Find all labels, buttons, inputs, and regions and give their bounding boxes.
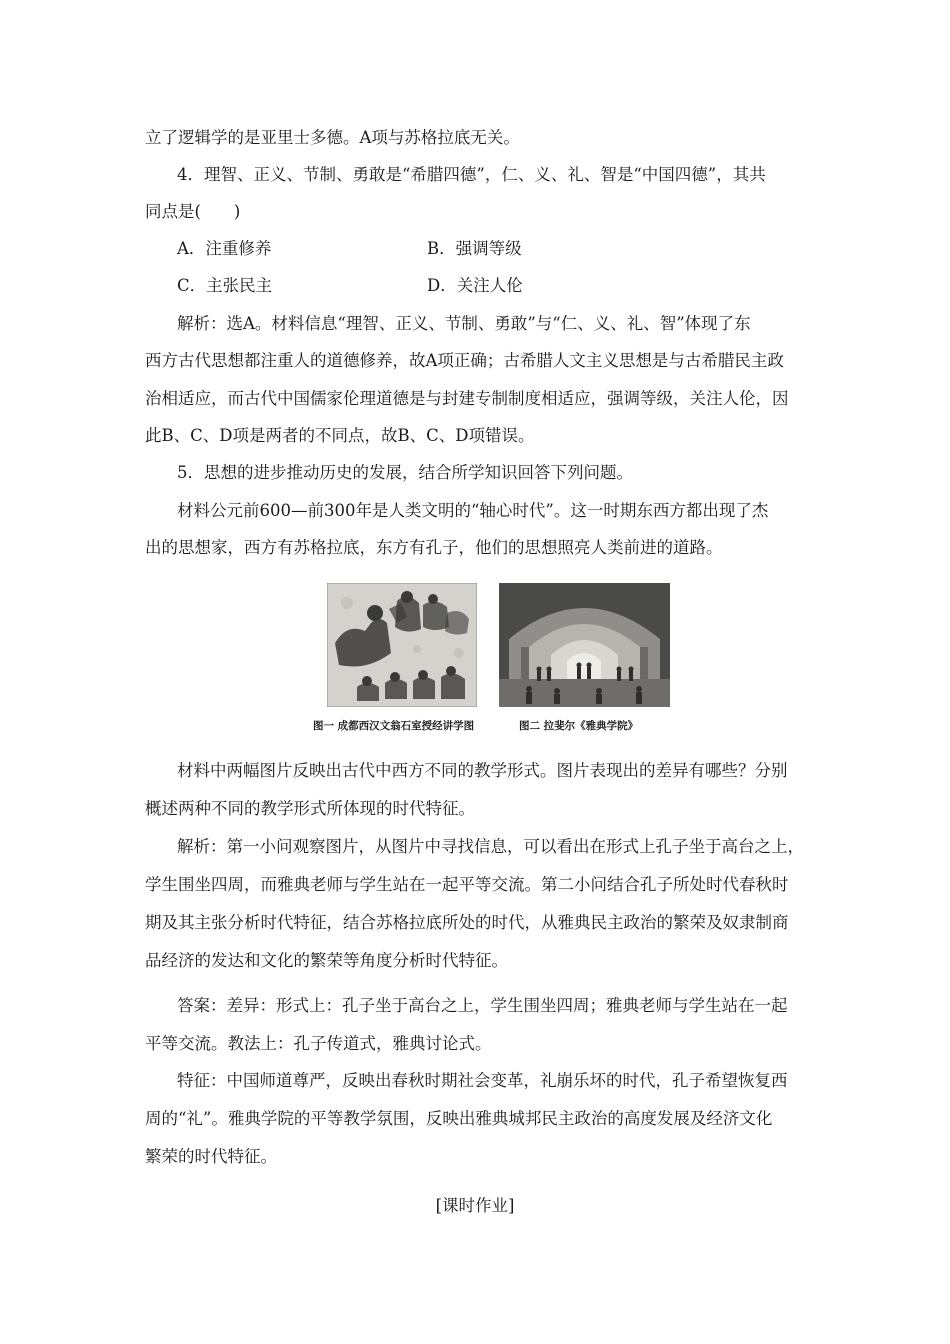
question-text-cont: 概述两种不同的教学形式所体现的时代特征。 bbox=[145, 799, 475, 818]
question-4-stem: 4．理智、正义、节制、勇敢是“希腊四德”，仁、义、礼、智是“中国四德”，其共 bbox=[177, 165, 766, 184]
option-b: B．强调等级 bbox=[427, 239, 522, 258]
figure-2-caption: 图二 拉斐尔《雅典学院》 bbox=[519, 720, 639, 732]
analysis-4-cont: 此B、C、D项是两者的不同点，故B、C、D项错误。 bbox=[145, 426, 535, 445]
material-text-cont: 出的思想家，西方有苏格拉底，东方有孔子，他们的思想照亮人类前进的道路。 bbox=[145, 538, 723, 557]
analysis-5: 解析：第一小问观察图片，从图片中寻找信息，可以看出在形式上孔子坐于高台之上， bbox=[177, 837, 804, 856]
section-heading: [课时作业] bbox=[435, 1196, 515, 1215]
answer-text: 答案：差异：形式上：孔子坐于高台之上，学生围坐四周；雅典老师与学生站在一起 bbox=[177, 996, 788, 1015]
analysis-5-cont: 期及其主张分析时代特征，结合苏格拉底所处的时代，从雅典民主政治的繁荣及奴隶制商 bbox=[145, 913, 789, 932]
figure-1-stone-engraving bbox=[327, 583, 477, 707]
option-d: D．关注人伦 bbox=[427, 276, 523, 295]
text-line: 立了逻辑学的是亚里士多德。A项与苏格拉底无关。 bbox=[145, 128, 520, 147]
answer-text-cont: 平等交流。教法上：孔子传道式，雅典讨论式。 bbox=[145, 1034, 492, 1053]
analysis-4-cont: 治相适应，而古代中国儒家伦理道德是与封建专制制度相适应，强调等级，关注人伦，因 bbox=[145, 389, 789, 408]
option-a: A．注重修养 bbox=[177, 239, 272, 258]
option-c: C．主张民主 bbox=[177, 276, 273, 295]
material-text: 材料公元前600—前300年是人类文明的“轴心时代”。这一时期东西方都出现了杰 bbox=[177, 501, 769, 520]
feature-text-cont: 繁荣的时代特征。 bbox=[145, 1147, 277, 1166]
figure-2-school-of-athens bbox=[499, 583, 670, 707]
analysis-5-cont: 品经济的发达和文化的繁荣等角度分析时代特征。 bbox=[145, 951, 508, 970]
analysis-4: 解析：选A。材料信息“理智、正义、节制、勇敢”与“仁、义、礼、智”体现了东 bbox=[177, 314, 751, 333]
feature-text: 特征：中国师道尊严，反映出春秋时期社会变革，礼崩乐坏的时代，孔子希望恢复西 bbox=[177, 1071, 788, 1090]
figure-1-caption: 图一 成都西汉文翁石室授经讲学图 bbox=[313, 720, 475, 732]
question-text: 材料中两幅图片反映出古代中西方不同的教学形式。图片表现出的差异有哪些？分别 bbox=[177, 761, 788, 780]
analysis-4-cont: 西方古代思想都注重人的道德修养，故A项正确；古希腊人文主义思想是与古希腊民主政 bbox=[145, 351, 784, 370]
question-5: 5．思想的进步推动历史的发展，结合所学知识回答下列问题。 bbox=[177, 463, 633, 482]
analysis-5-cont: 学生围坐四周，而雅典老师与学生站在一起平等交流。第二小问结合孔子所处时代春秋时 bbox=[145, 875, 789, 894]
question-4-stem-cont: 同点是( ) bbox=[145, 202, 241, 221]
feature-text-cont: 周的“礼”。雅典学院的平等教学氛围，反映出雅典城邦民主政治的高度发展及经济文化 bbox=[145, 1109, 773, 1128]
